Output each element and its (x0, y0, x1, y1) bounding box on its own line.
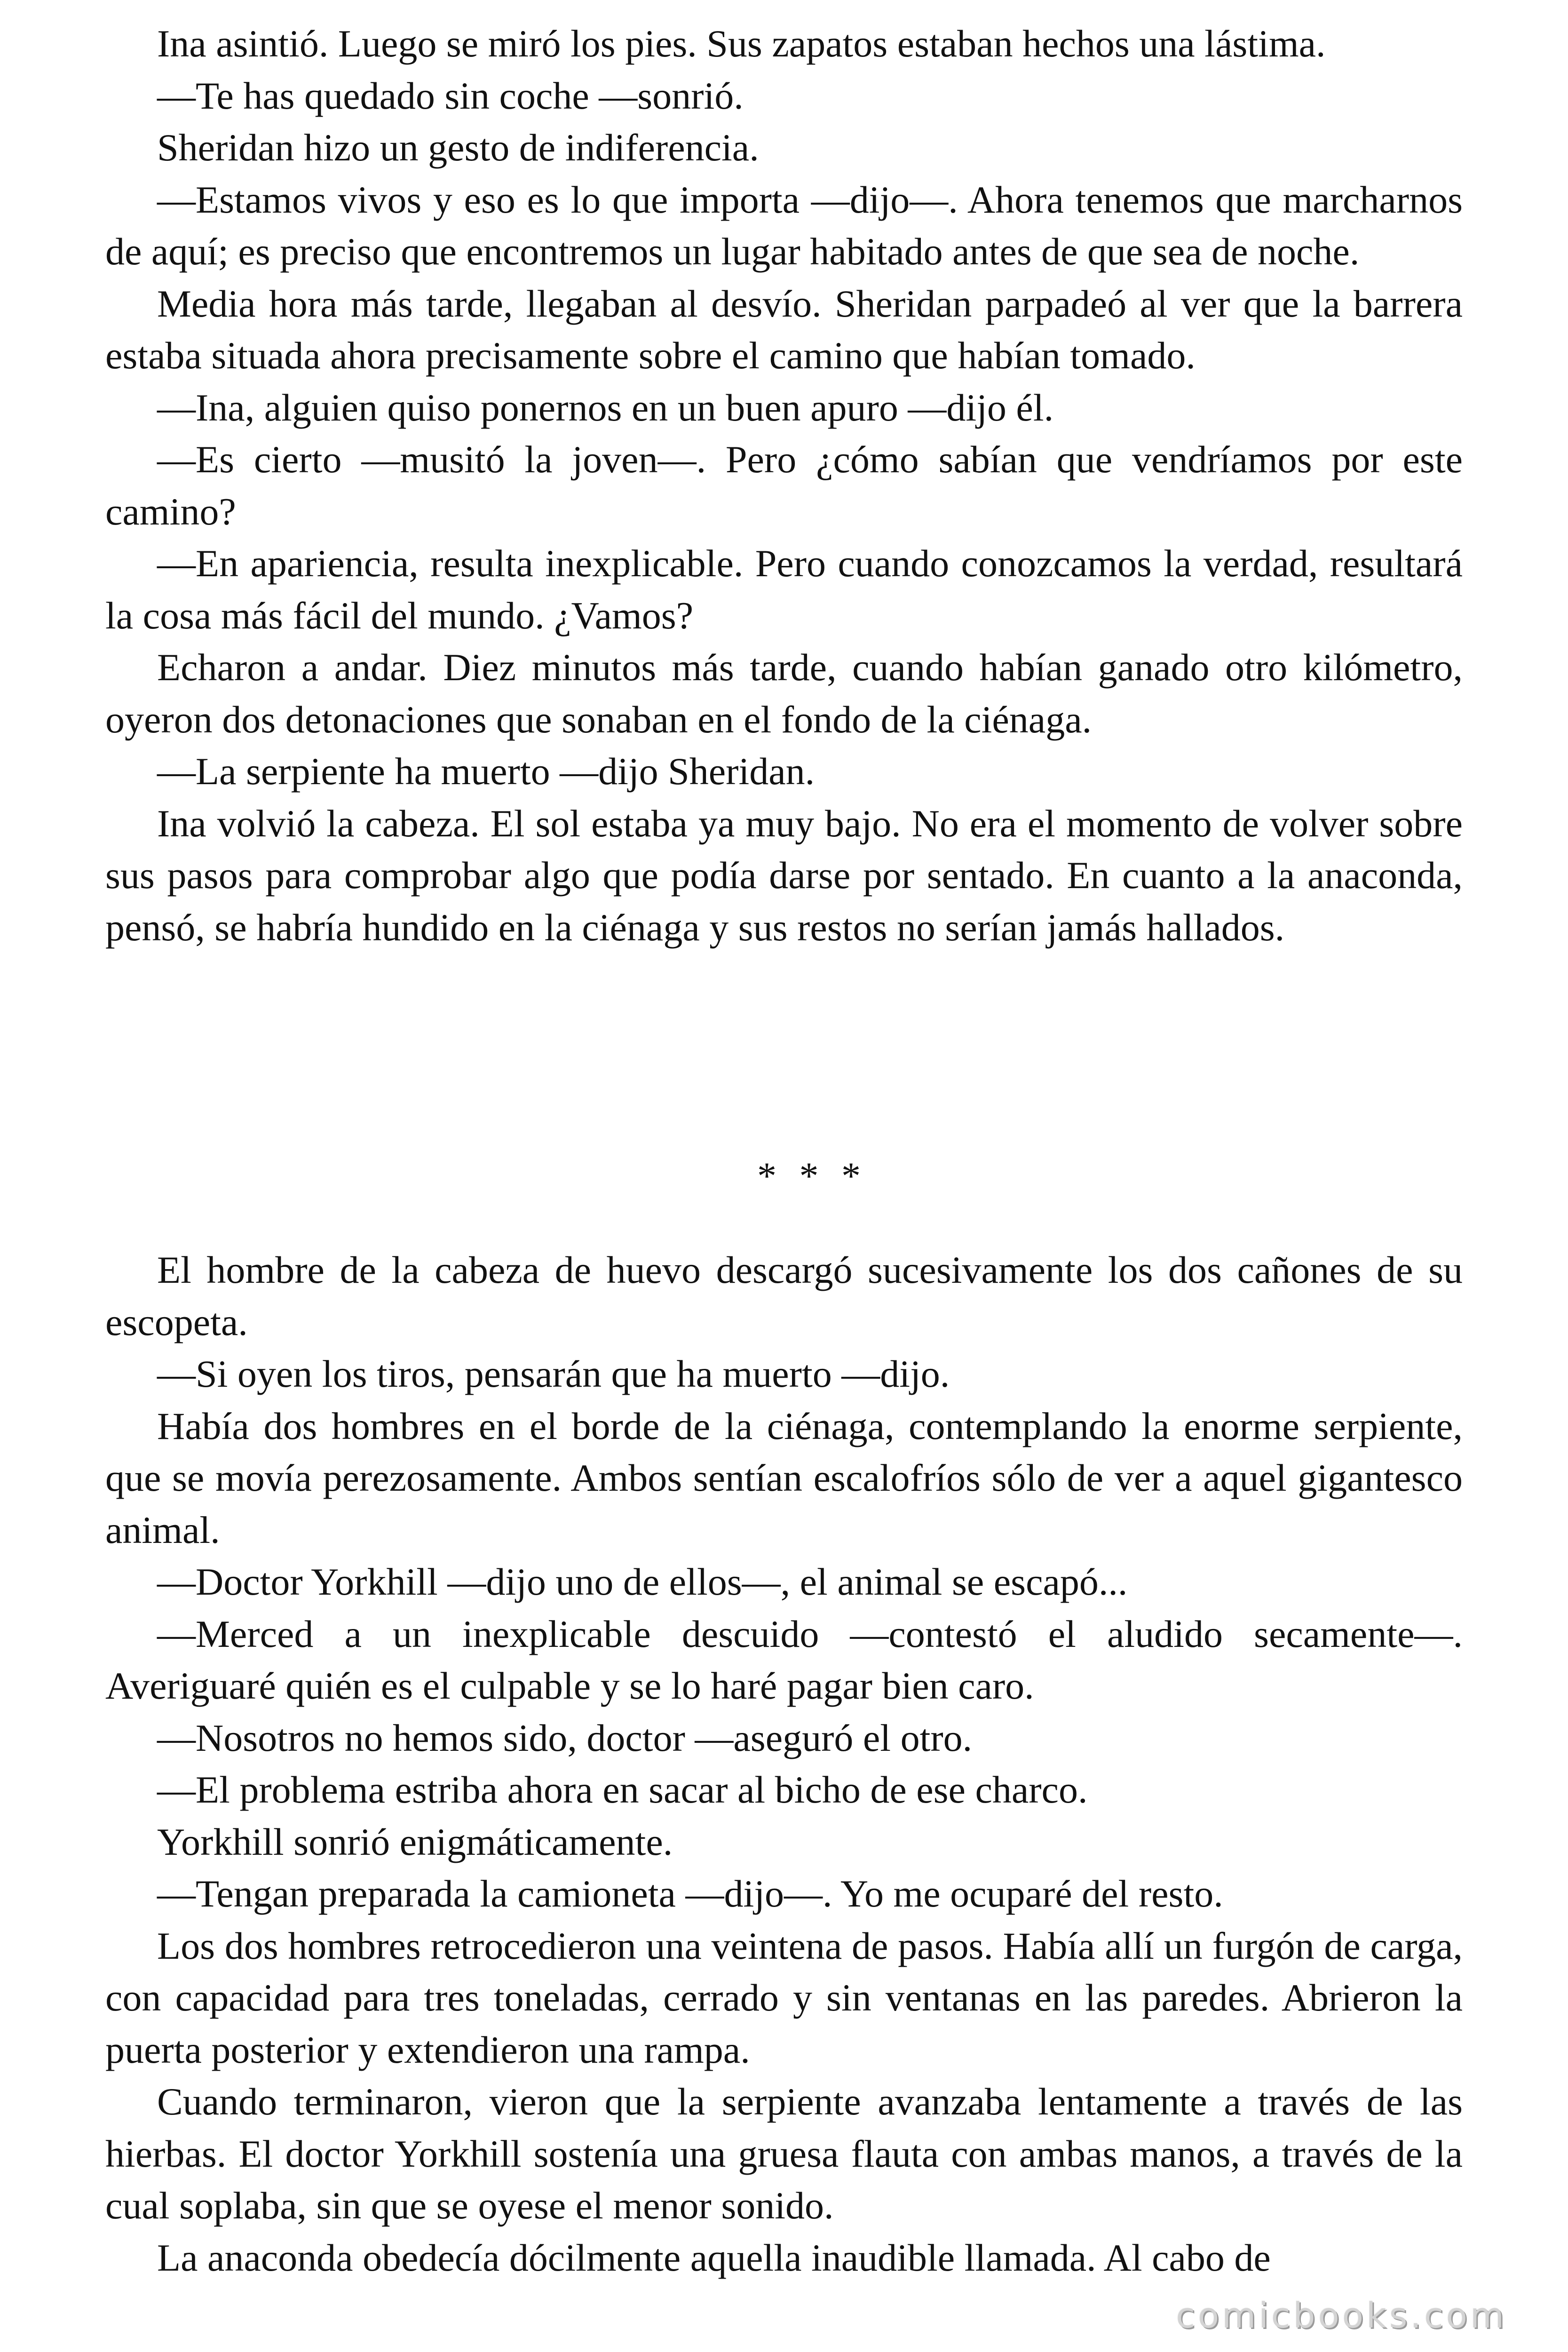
paragraph: —En apariencia, resulta inexplicable. Pero cuando conozcamos la verdad, resultará la cosa más fácil del mundo. ¿Vamos? (105, 542, 1463, 637)
paragraph: Ina volvió la cabeza. El sol estaba ya muy bajo. No era el momento de volver sobre sus pasos para comprobar algo que podía darse por sentado. En cuanto a la anaconda, pensó, se habría hundido en la ciénaga y sus restos no serían jamás hallados. (105, 802, 1463, 949)
text-block-upper (105, 18, 1463, 954)
paragraph: —El problema estriba ahora en sacar al bicho de ese charco. (157, 1768, 1088, 1811)
text-block-lower (105, 1244, 1463, 2284)
paragraph: Yorkhill sonrió enigmáticamente. (157, 1820, 673, 1863)
watermark-logo: comicbooks.com (1176, 2296, 1507, 2336)
paragraph: —Merced a un inexplicable descuido —contestó el aludido secamente—. Averiguaré quién es el culpable y se lo haré pagar bien caro. (105, 1612, 1463, 1707)
paragraph: —La serpiente ha muerto —dijo Sheridan. (157, 750, 815, 793)
scene-break-separator: * * * (757, 1154, 867, 1197)
paragraph: —Si oyen los tiros, pensarán que ha muerto —dijo. (157, 1352, 950, 1395)
paragraph: El hombre de la cabeza de huevo descargó sucesivamente los dos cañones de su escopeta. (105, 1248, 1463, 1343)
paragraph: —Tengan preparada la camioneta —dijo—. Yo me ocuparé del resto. (157, 1872, 1223, 1915)
paragraph: Los dos hombres retrocedieron una veintena de pasos. Había allí un furgón de carga, con capacidad para tres toneladas, cerrado y sin ventanas en las paredes. Abrieron la puerta posterior y extendieron una rampa. (105, 1924, 1463, 2071)
paragraph: Media hora más tarde, llegaban al desvío. Sheridan parpadeó al ver que la barrera estaba situada ahora precisamente sobre el camino que habían tomado. (105, 282, 1463, 377)
paragraph: —Te has quedado sin coche —sonrió. (157, 74, 744, 117)
paragraph: —Nosotros no hemos sido, doctor —aseguró el otro. (157, 1716, 973, 1759)
paragraph: Había dos hombres en el borde de la ciénaga, contemplando la enorme serpiente, que se movía perezosamente. Ambos sentían escalofríos sólo de ver a aquel gigantesco animal. (105, 1404, 1463, 1551)
paragraph: La anaconda obedecía dócilmente aquella inaudible llamada. Al cabo de (157, 2236, 1271, 2279)
paragraph: —Doctor Yorkhill —dijo uno de ellos—, el animal se escapó... (157, 1560, 1128, 1603)
paragraph: —Es cierto —musitó la joven—. Pero ¿cómo sabían que vendríamos por este camino? (105, 438, 1463, 533)
paragraph: —Estamos vivos y eso es lo que importa —dijo—. Ahora tenemos que marcharnos de aquí; es preciso que encontremos un lugar habitado antes de que sea de noche. (105, 178, 1463, 273)
paragraph: Ina asintió. Luego se miró los pies. Sus zapatos estaban hechos una lástima. (157, 22, 1326, 65)
paragraph: Cuando terminaron, vieron que la serpiente avanzaba lentamente a través de las hierbas. El doctor Yorkhill sostenía una gruesa flauta con ambas manos, a través de la cual soplaba, sin que se oyese el menor sonido. (105, 2080, 1463, 2227)
paragraph: Echaron a andar. Diez minutos más tarde, cuando habían ganado otro kilómetro, oyeron dos detonaciones que sonaban en el fondo de la ciénaga. (105, 646, 1463, 741)
paragraph: Sheridan hizo un gesto de indiferencia. (157, 126, 759, 169)
paragraph: —Ina, alguien quiso ponernos en un buen apuro —dijo él. (157, 386, 1054, 429)
